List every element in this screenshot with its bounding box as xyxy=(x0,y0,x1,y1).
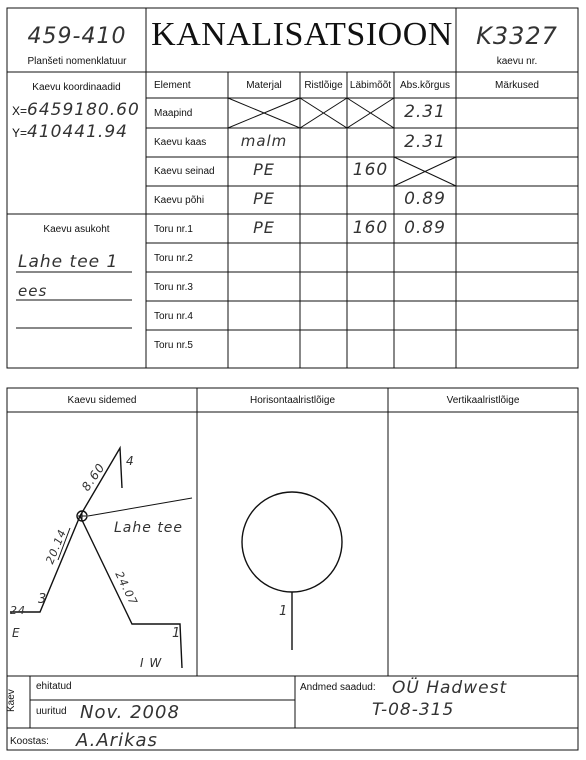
row-material: PE xyxy=(253,189,275,208)
section-horizontal-label: Horisontaalristlõige xyxy=(249,395,336,406)
well-number-label: kaevu nr. xyxy=(496,56,538,67)
col-header-element: Element xyxy=(154,80,191,91)
row-material: PE xyxy=(253,160,275,179)
location-label: Kaevu asukoht xyxy=(43,224,110,235)
house-number-4: 4 xyxy=(126,454,135,468)
coordinate-y xyxy=(12,122,128,142)
row-abs-height: 0.89 xyxy=(404,218,446,238)
section-connections-label: Kaevu sidemed xyxy=(67,395,137,406)
row-abs-height: 0.89 xyxy=(404,189,446,209)
row-diameter: 160 xyxy=(352,160,389,180)
row-material: malm xyxy=(240,132,288,150)
location-line2: ees xyxy=(18,282,48,300)
row-abs-height: 2.31 xyxy=(404,102,446,122)
source-reference: T-08-315 xyxy=(372,700,455,720)
row-diameter: 160 xyxy=(352,218,389,238)
section-vertical-label: Vertikaalristlõige xyxy=(446,395,520,406)
kaev-label: Kaev xyxy=(6,689,17,712)
author-value: A.Arikas xyxy=(76,730,158,751)
y-value: 410441.94 xyxy=(27,122,128,142)
col-header-material: Materjal xyxy=(246,80,282,91)
x-prefix: X= xyxy=(12,104,28,118)
row-element: Kaevu kaas xyxy=(154,137,207,148)
row-material: PE xyxy=(253,218,275,237)
page-title: KANALISATSIOON xyxy=(151,16,453,53)
x-value: 6459180.60 xyxy=(27,100,140,120)
house-number-3: 3 xyxy=(38,592,48,607)
distance-label-3: 24.07 xyxy=(112,569,141,608)
y-prefix: Y= xyxy=(12,126,28,140)
row-element: Maapind xyxy=(154,108,193,119)
surveyed-value: Nov. 2008 xyxy=(80,702,180,723)
well-connections-sketch xyxy=(10,448,192,668)
author-label: Koostas: xyxy=(10,736,49,747)
coordinates-label: Kaevu koordinaadid xyxy=(32,82,121,93)
col-header-diameter: Läbimõõt xyxy=(349,80,392,91)
source-label: Andmed saadud: xyxy=(300,682,376,693)
surveyed-label: uuritud xyxy=(36,706,67,717)
built-label: ehitatud xyxy=(36,681,72,692)
plansheet-value: 459-410 xyxy=(27,24,127,49)
left-mark: E xyxy=(12,626,21,640)
street-label: Lahe tee xyxy=(114,520,184,536)
table-row: Toru nr.4 xyxy=(154,311,193,322)
distance-label-2: 20.14 xyxy=(43,527,70,566)
coordinate-x xyxy=(12,100,140,120)
bottom-mark: I W xyxy=(140,656,163,670)
source-company: OÜ Hadwest xyxy=(392,678,508,698)
col-header-cross-section: Ristlõige xyxy=(304,80,343,91)
table-row: Toru nr.2 xyxy=(154,253,193,264)
row-element: Kaevu põhi xyxy=(154,195,205,206)
pipe-number: 1 xyxy=(279,604,289,619)
house-number-1: 1 xyxy=(172,626,182,641)
plansheet-label: Planšeti nomenklatuur xyxy=(27,56,127,67)
col-header-remarks: Märkused xyxy=(495,80,539,91)
col-header-abs-height: Abs.kõrgus xyxy=(399,80,451,91)
table-row: Toru nr.5 xyxy=(154,340,193,351)
row-element: Kaevu seinad xyxy=(154,166,215,177)
table-row: Toru nr.3 xyxy=(154,282,193,293)
row-abs-height: 2.31 xyxy=(404,132,446,152)
distance-label-1: 8.60 xyxy=(78,460,108,494)
well-number-value: K3327 xyxy=(476,22,558,50)
row-element: Toru nr.1 xyxy=(154,224,193,235)
house-number-24: 24 xyxy=(10,604,26,617)
horizontal-section-drawing xyxy=(242,492,342,650)
location-line1: Lahe tee 1 xyxy=(18,252,119,272)
